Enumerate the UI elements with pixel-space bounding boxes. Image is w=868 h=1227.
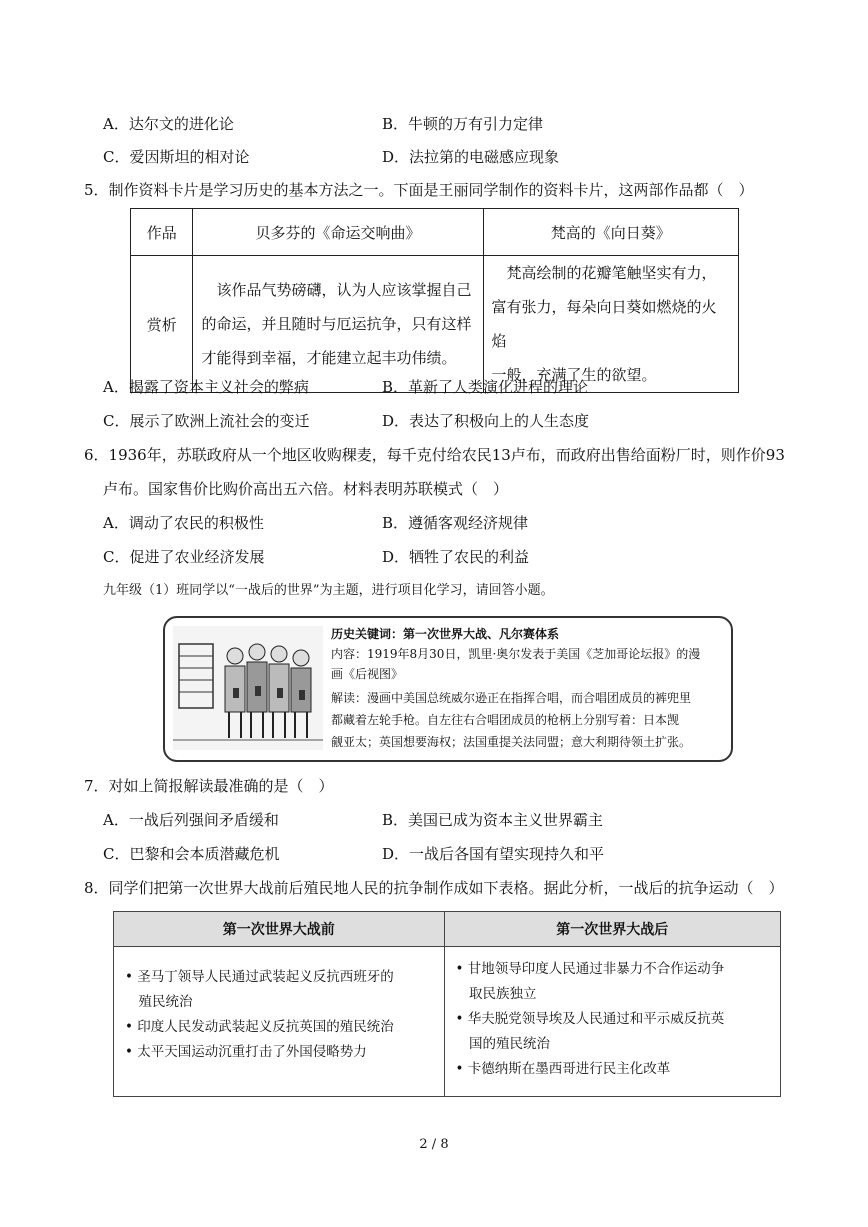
q6-option-d: D．牺牲了农民的利益 [382,548,530,566]
before-item: • 印度人民发动武装起义反抗英国的殖民统治 [125,1019,394,1035]
review-2-line: 富有张力，每朵向日葵如燃烧的火焰 [491,298,717,350]
q6-option-c: C．促进了农业经济发展 [103,548,265,566]
before-item: 殖民统治 [125,994,193,1010]
q5-info-card [130,208,739,393]
review-1-line: 该作品气势磅礴，认为人应该掌握自己 [201,281,472,299]
q7-option-a: A．一战后列强间矛盾缓和 [103,811,279,829]
q6-option-a: A．调动了农民的积极性 [103,514,264,532]
q5-option-a: A．揭露了资本主义社会的弊病 [103,378,309,396]
q5-option-b: B．革新了人类演化进程的理论 [382,378,589,396]
q5-option-d: D．表达了积极向上的人生态度 [382,412,590,430]
q8-stem: 8．同学们把第一次世界大战前后殖民地人民的抗争制作成如下表格。据此分析，一战后的抗争运动（ ） [84,879,784,897]
review-2-line: 梵高绘制的花瓣笔触坚实有力， [491,264,717,282]
card-work-1: 贝多芬的《命运交响曲》 [193,209,483,256]
table-head-before: 第一次世界大战前 [114,912,445,947]
cartoon-reading-1: 解读：漫画中美国总统威尔逊正在指挥合唱，而合唱团成员的裤兜里 [331,691,692,705]
q5-stem: 5．制作资料卡片是学习历史的基本方法之一。下面是王丽同学制作的资料卡片，这两部作品都（ ） [84,181,754,199]
cartoon-content-2: 画《后视图》 [331,667,404,681]
review-1-line: 的命运，并且随时与厄运抗争，只有这样 [201,315,472,333]
q7-option-c: C．巴黎和会本质潜藏危机 [103,845,280,863]
q6-option-b: B．遵循客观经济规律 [382,514,529,532]
page-number: 2 / 8 [419,1137,449,1152]
q4-option-d: D．法拉第的电磁感应现象 [382,148,560,166]
group-intro: 九年级（1）班同学以“一战后的世界”为主题，进行项目化学习，请回答小题。 [103,583,554,598]
after-cell [444,947,780,1097]
q6-stem-line1: 6．1936年，苏联政府从一个地区收购稞麦，每千克付给农民13卢布，而政府出售给面粉厂时，则作价93 [84,446,785,464]
table-head-after: 第一次世界大战后 [444,912,780,947]
q5-option-c: C．展示了欧洲上流社会的变迁 [103,412,310,430]
q4-option-a: A．达尔文的进化论 [103,115,234,133]
cartoon-keywords: 历史关键词：第一次世界大战、凡尔赛体系 [331,627,560,641]
review-2-line: 一般，充满了生的欲望。 [491,366,657,384]
q8-resistance-table [113,911,781,1097]
after-item: • 华夫脱党领导埃及人民通过和平示威反抗英 [455,1011,725,1027]
before-item: • 圣马丁领导人民通过武装起义反抗西班牙的 [125,969,394,985]
q7-option-d: D．一战后各国有望实现持久和平 [382,845,605,863]
card-row-header: 赏析 [131,256,193,393]
cartoon-reading-2: 都藏着左轮手枪。自左往右合唱团成员的枪柄上分别写着：日本觊 [331,713,680,727]
q4-option-b: B．牛顿的万有引力定律 [382,115,544,133]
card-review-1 [193,256,483,393]
after-item: 取民族独立 [455,986,537,1002]
cartoon-reading-3: 觎亚太；英国想要海权；法国重提关法同盟；意大利期待领土扩张。 [331,735,692,749]
before-item: • 太平天国运动沉重打击了外国侵略势力 [125,1044,367,1060]
cartoon-image [173,626,323,750]
after-item: 国的殖民统治 [455,1036,551,1052]
card-col-header: 作品 [131,209,193,256]
q4-option-c: C．爱因斯坦的相对论 [103,148,250,166]
card-work-2: 梵高的《向日葵》 [483,209,739,256]
q7-option-b: B．美国已成为资本主义世界霸主 [382,811,604,829]
q7-stem: 7．对如上简报解读最准确的是（ ） [84,777,334,795]
card-review-2 [483,256,739,393]
after-item: • 甘地领导印度人民通过非暴力不合作运动争 [455,961,725,977]
before-cell [114,947,445,1097]
cartoon-content-1: 内容：1919年8月30日，凯里·奥尔发表于美国《芝加哥论坛报》的漫 [331,647,701,661]
q6-stem-line2: 卢布。国家售价比购价高出五六倍。材料表明苏联模式（ ） [103,480,509,498]
cartoon-briefing [163,616,733,762]
review-1-line: 才能得到幸福，才能建立起丰功伟绩。 [201,349,457,367]
after-item: • 卡德纳斯在墨西哥进行民主化改革 [455,1061,671,1077]
